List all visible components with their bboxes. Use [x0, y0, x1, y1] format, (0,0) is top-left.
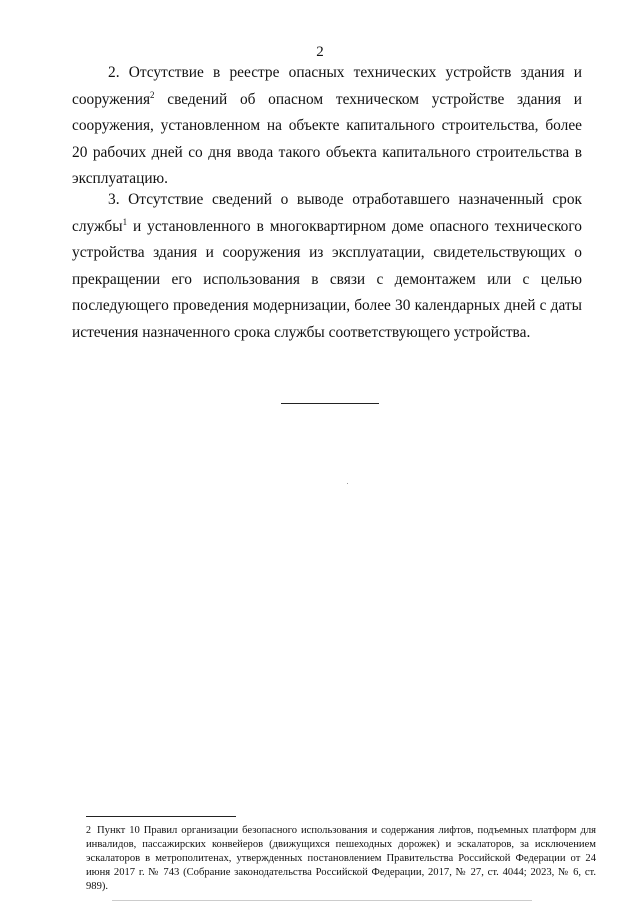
scan-edge-line — [112, 900, 532, 901]
page-number: 2 — [316, 44, 324, 60]
footnote-separator — [86, 816, 236, 817]
paragraph-2-lead: 2. Отсутствие в реестре опасных технических устройств здания и сооружения — [72, 64, 582, 108]
paragraph-2-rest: сведений об опасном техническом устройстве здания и сооружения, установленном на объекте капитального строительства, более 20 рабочих дней со дня ввода такого объекта капитального строительства в эксплуатацию. — [72, 90, 582, 187]
footnote-ref-1: 1 — [122, 216, 128, 227]
footnote-ref-2: 2 — [150, 89, 155, 100]
paragraph-item-2 — [72, 60, 582, 193]
footnote-text: Пункт 10 Правил организации безопасного использования и содержания лифтов, подъемных платформ для инвалидов, пассажирских конвейеров (движущихся пешеходных дорожек) и эскалаторов, за исключением эскалаторов в метрополитенах, утвержденных постановлением Правительства Российской Федерации от 24 июня 2017 г. № 743 (Собрание законодательства Российской Федерации, 2017, № 27, ст. 4044; 2023, № 6, ст. 989). — [86, 825, 596, 892]
scan-speck — [347, 483, 348, 484]
footnote-mark: 2 — [86, 825, 91, 836]
paragraph-3-rest: и установленного в многоквартирном доме опасного технического устройства здания и сооружения из эксплуатации, свидетельствующих о прекращении его использования в связи с демонтажем или с целью последующего проведения модернизации, более 30 календарных дней с даты истечения назначенного срока службы соответствующего устройства. — [72, 217, 582, 341]
paragraph-3-lead: 3. Отсутствие сведений о выводе отработавшего назначенный срок службы — [72, 191, 582, 235]
end-of-text-rule — [281, 403, 379, 404]
footnote — [86, 824, 596, 894]
paragraph-item-3 — [72, 187, 582, 346]
